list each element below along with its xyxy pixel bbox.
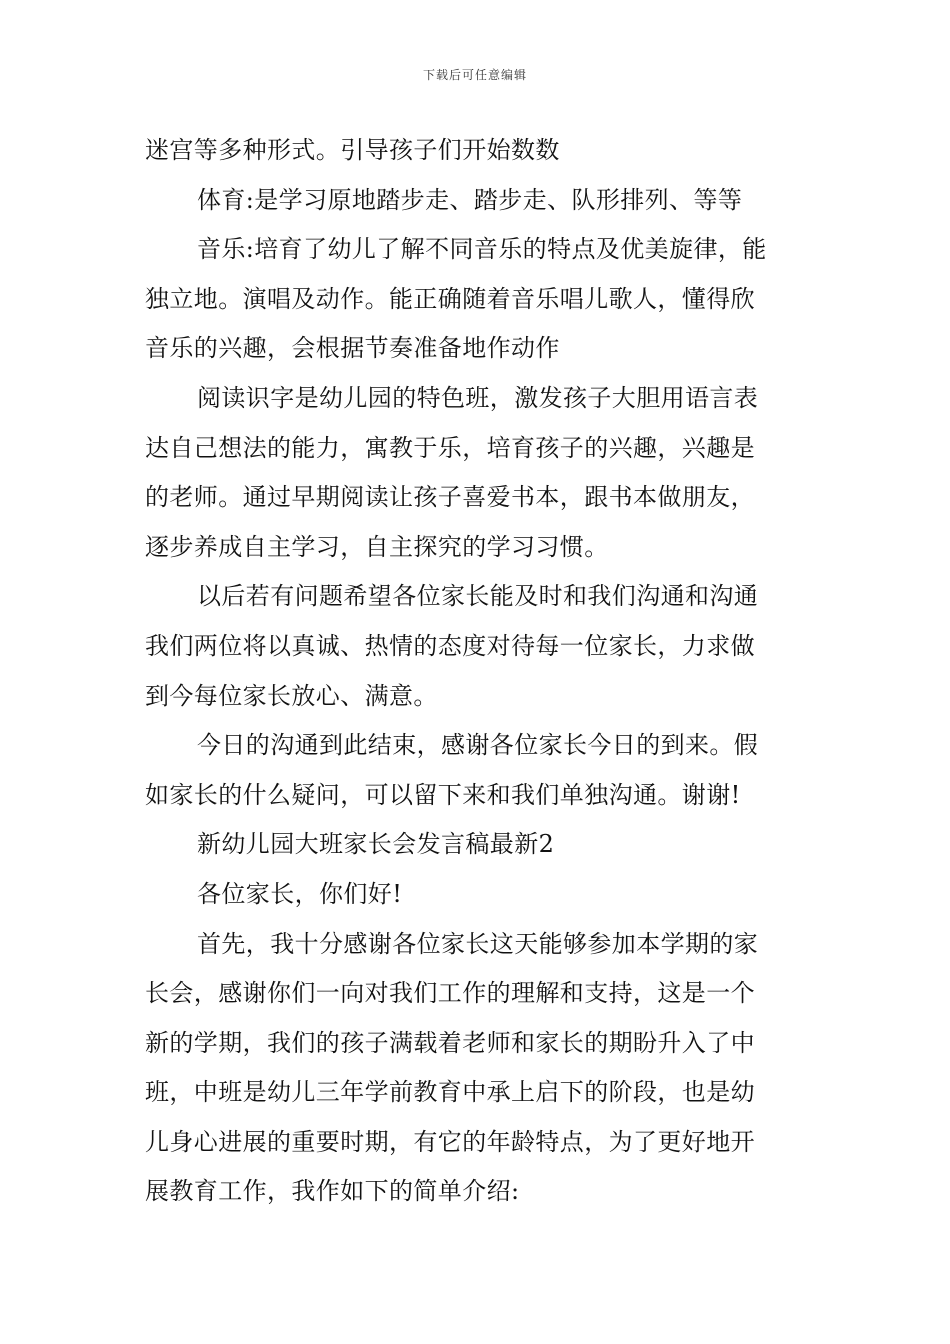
page-header-note: 下载后可任意编辑 <box>422 68 527 82</box>
text-line: 以后若有问题希望各位家长能及时和我们沟通和沟通 <box>197 582 759 611</box>
text-line: 展教育工作，我作如下的简单介绍: <box>145 1177 520 1206</box>
text-line: 班，中班是幼儿三年学前教育中承上启下的阶段，也是幼 <box>145 1078 755 1107</box>
text-line: 音乐的兴趣，会根据节奏准备地作动作 <box>145 334 560 363</box>
text-line: 新幼儿园大班家长会发言稿最新2 <box>197 830 555 859</box>
text-line: 我们两位将以真诚、热情的态度对待每一位家长，力求做 <box>145 631 755 660</box>
text-line: 各位家长，你们好! <box>197 879 403 908</box>
text-line: 今日的沟通到此结束，感谢各位家长今日的到来。假 <box>197 731 759 760</box>
text-line: 的老师。通过早期阅读让孩子喜爱书本，跟书本做朋友， <box>145 483 755 512</box>
text-line: 到今每位家长放心、满意。 <box>145 681 438 710</box>
text-line: 首先，我十分感谢各位家长这天能够参加本学期的家 <box>197 929 759 958</box>
text-line: 新的学期，我们的孩子满载着老师和家长的期盼升入了中 <box>145 1028 755 1057</box>
text-line: 达自己想法的能力，寓教于乐，培育孩子的兴趣，兴趣是 <box>145 433 755 462</box>
text-line: 迷宫等多种形式。引导孩子们开始数数 <box>145 136 560 164</box>
text-line: 音乐:培育了幼儿了解不同音乐的特点及优美旋律，能 <box>197 235 767 264</box>
body-text <box>145 126 810 1217</box>
text-line: 如家长的什么疑问，可以留下来和我们单独沟通。谢谢! <box>145 780 741 809</box>
text-line: 阅读识字是幼儿园的特色班，激发孩子大胆用语言表 <box>197 383 759 412</box>
text-line: 逐步养成自主学习，自主探究的学习习惯。 <box>145 532 609 561</box>
text-line: 独立地。演唱及动作。能正确随着音乐唱儿歌人，懂得欣 <box>145 284 755 313</box>
text-line: 体育:是学习原地踏步走、踏步走、队形排列、等等 <box>197 185 743 214</box>
text-line: 长会，感谢你们一向对我们工作的理解和支持，这是一个 <box>145 979 755 1008</box>
text-line: 儿身心进展的重要时期，有它的年龄特点，为了更好地开 <box>145 1127 755 1156</box>
